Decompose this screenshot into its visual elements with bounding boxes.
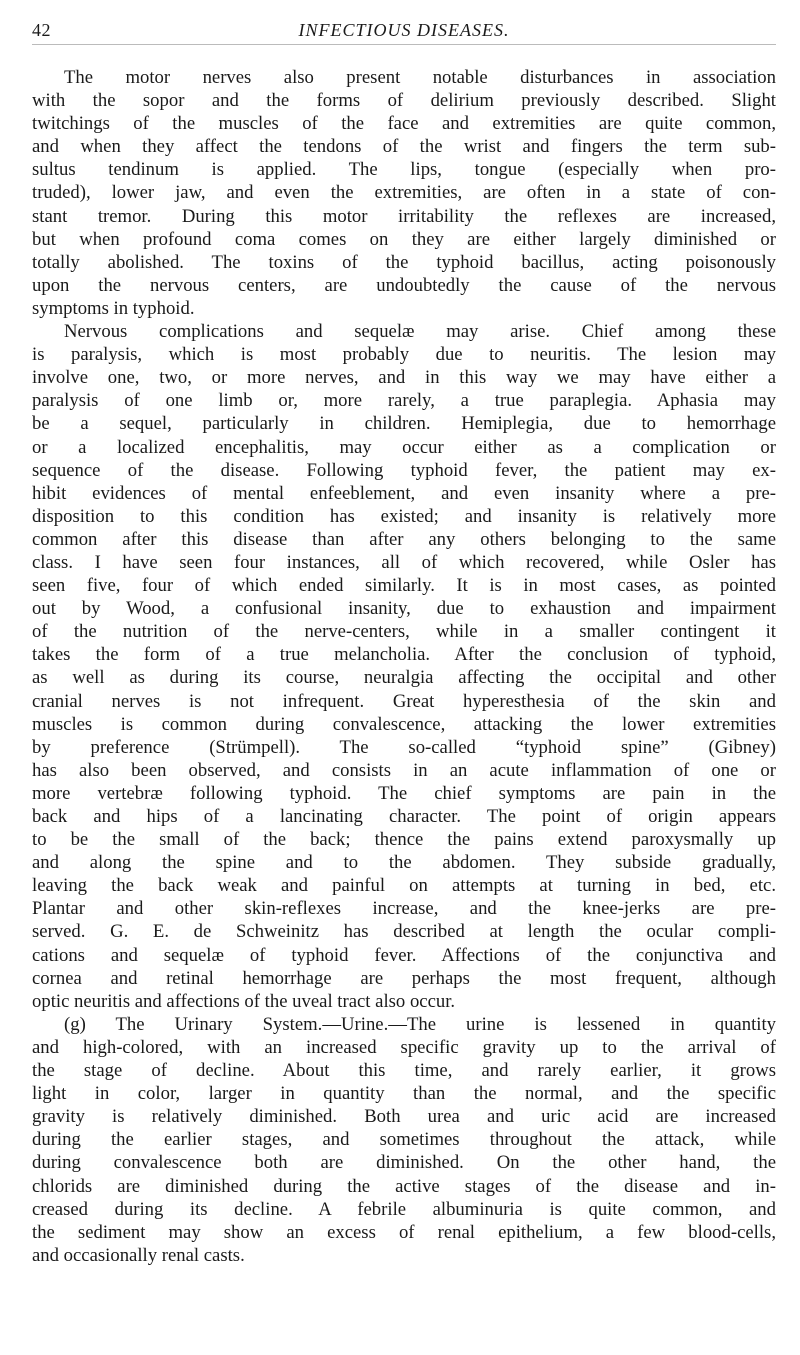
text-line: stant tremor. During this motor irritability the reflexes are increased, <box>32 205 776 227</box>
text-line: cranial nerves is not infrequent. Great hyperesthesia of the skin and <box>32 690 776 712</box>
text-line: out by Wood, a confusional insanity, due to exhaustion and impairment <box>32 598 776 620</box>
text-line: sultus tendinum is applied. The lips, tongue (especially when pro- <box>32 159 776 181</box>
text-line: involve one, two, or more nerves, and in this way we may have either a <box>32 367 776 389</box>
text-line: Nervous complications and sequelæ may arise. Chief among these <box>64 321 776 343</box>
text-line: as well as during its course, neuralgia affecting the occipital and other <box>32 667 776 689</box>
text-line: gravity is relatively diminished. Both urea and uric acid are increased <box>32 1106 776 1128</box>
text-line: of the nutrition of the nerve-centers, while in a smaller contingent it <box>32 621 776 643</box>
text-line: leaving the back weak and painful on attempts at turning in bed, etc. <box>32 875 776 897</box>
page-number: 42 <box>32 20 51 40</box>
text-line: and high-colored, with an increased specific gravity up to the arrival of <box>32 1036 776 1058</box>
text-line: paralysis of one limb or, more rarely, a true paraplegia. Aphasia may <box>32 390 776 412</box>
text-line: totally abolished. The toxins of the typhoid bacillus, acting poisonously <box>32 251 776 273</box>
text-line: common after this disease than after any others belonging to the same <box>32 528 776 550</box>
text-line: (g) The Urinary System.—Urine.—The urine is lessened in quantity <box>64 1013 776 1035</box>
book-page <box>32 14 776 1267</box>
text-line: and along the spine and to the abdomen. They subside gradually, <box>32 852 776 874</box>
text-line: and occasionally renal casts. <box>32 1244 245 1266</box>
text-line: truded), lower jaw, and even the extremities, are often in a state of con- <box>32 182 776 204</box>
text-line: or a localized encephalitis, may occur either as a complication or <box>32 436 776 458</box>
text-line: the stage of decline. About this time, and rarely earlier, it grows <box>32 1060 776 1082</box>
text-line: served. G. E. de Schweinitz has described at length the ocular compli- <box>32 921 776 943</box>
text-line: upon the nervous centers, are undoubtedly the cause of the nervous <box>32 274 776 296</box>
text-line: by preference (Strümpell). The so-called “typhoid spine” (Gibney) <box>32 736 776 758</box>
running-head <box>32 14 776 45</box>
text-line: during convalescence both are diminished. On the other hand, the <box>32 1152 776 1174</box>
text-line: cations and sequelæ of typhoid fever. Affections of the conjunctiva and <box>32 944 776 966</box>
text-line: be a sequel, particularly in children. Hemiplegia, due to hemorrhage <box>32 413 776 435</box>
text-line: more vertebræ following typhoid. The chief symptoms are pain in the <box>32 782 776 804</box>
text-line: The motor nerves also present notable disturbances in association <box>64 67 776 88</box>
text-line: Plantar and other skin-reflexes increase, and the knee-jerks are pre- <box>32 898 776 920</box>
text-line: sequence of the disease. Following typhoid fever, the patient may ex- <box>32 459 776 481</box>
text-line: with the sopor and the forms of delirium previously described. Slight <box>32 90 776 112</box>
text-line: creased during its decline. A febrile albuminuria is quite common, and <box>32 1198 776 1220</box>
text-line: chlorids are diminished during the active stages of the disease and in- <box>32 1175 776 1197</box>
text-line: and when they affect the tendons of the wrist and fingers the term sub- <box>32 136 776 158</box>
text-line: disposition to this condition has existed; and insanity is relatively more <box>32 505 776 527</box>
text-line: symptoms in typhoid. <box>32 297 195 319</box>
text-line: cornea and retinal hemorrhage are perhaps the most frequent, although <box>32 967 776 989</box>
text-line: to be the small of the back; thence the pains extend paroxysmally up <box>32 829 776 851</box>
text-line: is paralysis, which is most probably due to neuritis. The lesion may <box>32 344 776 366</box>
body-text <box>32 66 776 1267</box>
text-line: the sediment may show an excess of renal epithelium, a few blood-cells, <box>32 1221 776 1243</box>
text-line: optic neuritis and affections of the uveal tract also occur. <box>32 990 456 1012</box>
text-line: muscles is common during convalescence, attacking the lower extremities <box>32 713 776 735</box>
text-line: but when profound coma comes on they are either largely diminished or <box>32 228 776 250</box>
text-line: seen five, four of which ended similarly. It is in most cases, as pointed <box>32 575 776 597</box>
text-line: during the earlier stages, and sometimes throughout the attack, while <box>32 1129 776 1151</box>
text-line: has also been observed, and consists in an acute inflammation of one or <box>32 759 776 781</box>
text-line: takes the form of a true melancholia. After the conclusion of typhoid, <box>32 644 776 666</box>
text-line: light in color, larger in quantity than the normal, and the specific <box>32 1083 776 1105</box>
running-title: INFECTIOUS DISEASES. <box>298 20 510 40</box>
text-line: hibit evidences of mental enfeeblement, and even insanity where a pre- <box>32 482 776 504</box>
text-line: class. I have seen four instances, all of which recovered, while Osler has <box>32 551 776 573</box>
text-line: twitchings of the muscles of the face and extremities are quite common, <box>32 113 776 135</box>
text-line: back and hips of a lancinating character. The point of origin appears <box>32 806 776 827</box>
